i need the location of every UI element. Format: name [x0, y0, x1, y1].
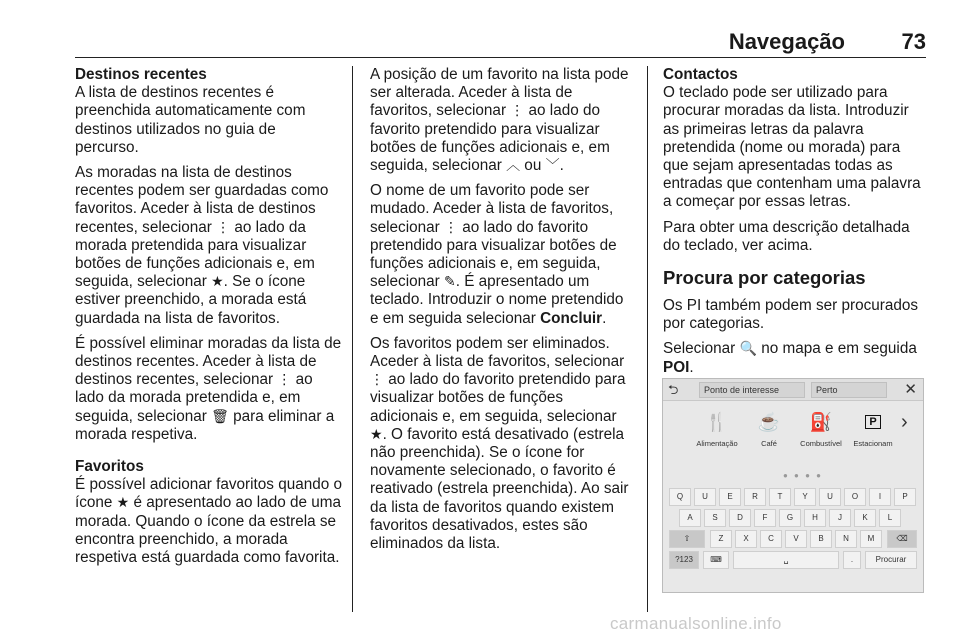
- shift-icon: ⇧: [683, 534, 691, 543]
- pencil-icon: ✎: [443, 274, 456, 291]
- heading-favorites: Favoritos: [75, 458, 144, 476]
- near-field: Perto: [811, 382, 887, 398]
- poi-search-input: Ponto de interesse: [699, 382, 805, 398]
- backspace-key: [887, 530, 917, 548]
- category-food: 🍴 Alimentação: [691, 405, 743, 448]
- heading-contacts: Contactos: [663, 66, 738, 83]
- more-vertical-icon: ⋮: [216, 219, 231, 236]
- heading-recent-destinations: Destinos recentes: [75, 66, 207, 83]
- section-title: Navegação: [728, 29, 845, 54]
- star-icon: ★: [211, 274, 224, 291]
- parking-icon: P: [847, 405, 899, 439]
- column-divider: [647, 66, 648, 612]
- key: N: [835, 530, 857, 548]
- search-icon: 🔍: [739, 341, 757, 358]
- star-icon: ★: [370, 426, 383, 443]
- column-2: [370, 66, 633, 560]
- space-key: ␣: [733, 551, 839, 569]
- chevron-down-icon: ﹀: [545, 158, 560, 175]
- cutlery-icon: 🍴: [705, 411, 729, 432]
- key: S: [704, 509, 726, 527]
- heading-category-search: Procura por categorias: [663, 267, 866, 289]
- paragraph: Os favoritos podem ser eliminados. Aceder à lista de favoritos, selecionar ⋮ ao lado do favorito pretendido para visualizar botões de funções adicionais e, em seguida, selecionar ★. O favorito está desativado (estrela não preenchida). Se o ícone for novamente selecionado, o favorito é reativado (estrela preenchida). Ao sair da lista de favoritos quando existem favoritos desativados, estes são eliminados da lista.: [370, 334, 629, 553]
- more-vertical-icon: ⋮: [277, 372, 292, 389]
- key: E: [719, 488, 741, 506]
- column-1: [75, 66, 343, 574]
- key: F: [754, 509, 776, 527]
- more-vertical-icon: ⋮: [510, 103, 525, 120]
- more-vertical-icon: ⋮: [443, 219, 458, 236]
- category-cafe: ☕ Café: [743, 405, 795, 448]
- page-number: 73: [901, 29, 926, 54]
- paragraph: Os PI também podem ser procurados por categorias.: [663, 297, 919, 333]
- key: U: [694, 488, 716, 506]
- key: A: [679, 509, 701, 527]
- key: C: [760, 530, 782, 548]
- paragraph: As moradas na lista de destinos recentes podem ser guardadas como favoritos. Aceder à lista de destinos recentes, selecionar ⋮ ao lado da morada pretendida para visualizar botões de funções adicionais e, em seguida, selecionar ★. Se o ícone estiver preenchido, a morada está guardada na lista de favoritos.: [75, 164, 329, 327]
- key: R: [744, 488, 766, 506]
- chevron-right-icon: ›: [901, 411, 908, 433]
- key: K: [854, 509, 876, 527]
- category-row: [663, 405, 924, 469]
- header-rule: [75, 57, 926, 58]
- key: Z: [710, 530, 732, 548]
- key: D: [729, 509, 751, 527]
- key: J: [829, 509, 851, 527]
- keyboard-icon: ⌨: [703, 551, 729, 569]
- star-icon: ★: [116, 495, 130, 512]
- key: G: [779, 509, 801, 527]
- paragraph: Para obter uma descrição detalhada do teclado, ver acima.: [663, 218, 910, 254]
- page-dots: ● ● ● ●: [783, 471, 823, 480]
- key: P: [894, 488, 916, 506]
- backspace-icon: ⌫: [896, 534, 908, 543]
- dot-key: .: [843, 551, 861, 569]
- page-header: [0, 0, 960, 60]
- shift-key: [669, 530, 705, 548]
- search-button: Procurar: [865, 551, 917, 569]
- paragraph: Selecionar 🔍 no mapa e em seguida POI.: [663, 340, 917, 376]
- poi-search-screenshot: [662, 378, 924, 593]
- paragraph: O nome de um favorito pode ser mudado. Aceder à lista de favoritos, selecionar ⋮ ao lado do favorito pretendido para visualizar botões de funções adicionais e, em seguida, selecionar ✎. É apresentado um teclado. Introduzir o nome pretendido e em seguida selecionar Concluir.: [370, 182, 624, 327]
- more-vertical-icon: ⋮: [370, 372, 384, 389]
- watermark: carmanualsonline.info: [610, 614, 782, 633]
- trash-icon: 🗑: [211, 408, 229, 425]
- chevron-up-icon: ︿: [506, 158, 521, 175]
- back-icon: ⮌: [668, 382, 679, 397]
- screenshot-toolbar: [663, 379, 924, 401]
- column-divider: [352, 66, 353, 612]
- key: O: [844, 488, 866, 506]
- key: B: [810, 530, 832, 548]
- paragraph: É possível eliminar moradas da lista de destinos recentes. Aceder à lista de destinos recentes, selecionar ⋮ ao lado da morada pretendida e, em seguida, selecionar 🗑 para eliminar a morada respetiva.: [75, 334, 342, 443]
- coffee-cup-icon: ☕: [757, 411, 781, 432]
- key: Y: [794, 488, 816, 506]
- key: V: [785, 530, 807, 548]
- key: M: [860, 530, 882, 548]
- category-fuel: ⛽ Combustível: [795, 405, 847, 448]
- paragraph: O teclado pode ser utilizado para procurar moradas da lista. Introduzir as primeiras letras da palavra pretendida (nome ou morada) para que sejam apresentadas todas as entradas que contenham uma palavra a começar por essas letras.: [663, 84, 921, 211]
- category-parking: P Estacionam: [847, 405, 899, 448]
- paragraph: É possível adicionar favoritos quando o ícone ★ é apresentado ao lado de uma morada. Quando o ícone da estrela se encontra preenchido, a morada respetiva está guardada como favorita.: [75, 476, 343, 567]
- key: T: [769, 488, 791, 506]
- key: X: [735, 530, 757, 548]
- key: U: [819, 488, 841, 506]
- column-3: [663, 66, 929, 384]
- key: H: [804, 509, 826, 527]
- fuel-pump-icon: ⛽: [809, 411, 833, 432]
- key: Q: [669, 488, 691, 506]
- symbols-key: ?123: [669, 551, 699, 569]
- paragraph: A posição de um favorito na lista pode ser alterada. Aceder à lista de favoritos, selecionar ⋮ ao lado do favorito pretendido para visualizar botões de funções adicionais e, em seguida, selecionar ︿ ou ﹀.: [370, 66, 629, 175]
- key: L: [879, 509, 901, 527]
- close-icon: ✕: [904, 381, 917, 398]
- paragraph: A lista de destinos recentes é preenchida automaticamente com destinos utilizados no guia de percurso.: [75, 84, 306, 156]
- key: I: [869, 488, 891, 506]
